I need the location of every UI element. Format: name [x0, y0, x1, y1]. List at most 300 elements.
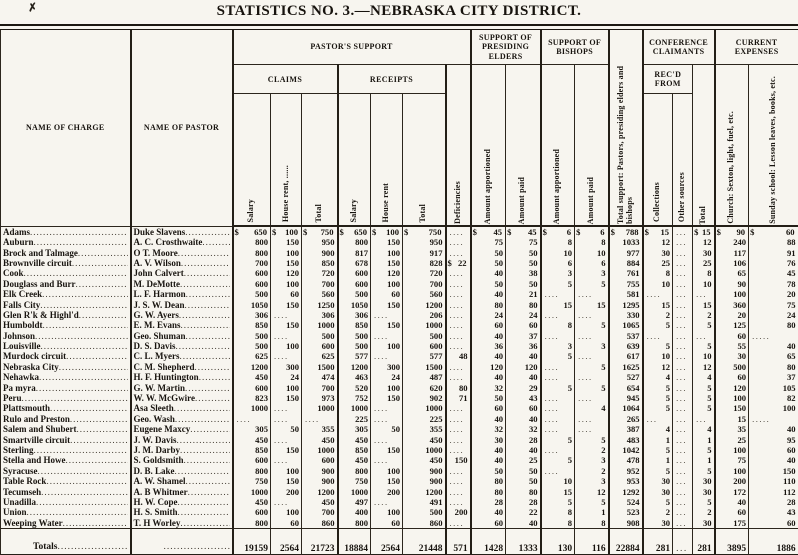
value-cell: 500: [715, 362, 749, 372]
pastor-cell: O T. Moore .....: [131, 247, 233, 257]
value-cell: 2: [575, 445, 609, 455]
value-cell: 5: [575, 382, 609, 392]
value-cell: ...: [693, 289, 715, 299]
value-cell: 700: [302, 382, 338, 392]
pastor-cell: Eugene Maxcy .....: [131, 424, 233, 434]
value-cell: 25: [693, 258, 715, 268]
pastor-cell: T. H Worley .....: [131, 518, 233, 529]
value-cell: 800: [338, 518, 371, 529]
value-cell: 700: [403, 279, 446, 289]
value-cell: 110: [749, 476, 798, 486]
value-cell: 600: [302, 341, 338, 351]
value-cell: 25: [643, 258, 673, 268]
value-cell: 50: [471, 393, 506, 403]
value-cell: 35: [715, 424, 749, 434]
value-cell: 1200: [403, 299, 446, 309]
pastor-cell: H. W. Cope .....: [131, 497, 233, 507]
value-cell: 400: [338, 507, 371, 517]
value-cell: .....: [749, 414, 798, 424]
value-cell: ...: [673, 497, 693, 507]
charge-cell: Murdock circuit .....: [1, 351, 131, 361]
value-cell: 150: [271, 445, 302, 455]
pastor-cell: Duke Slavens .....: [131, 226, 233, 237]
value-cell: 80: [471, 486, 506, 496]
value-cell: 55: [715, 341, 749, 351]
value-cell: ....: [541, 362, 575, 372]
value-cell: 900: [302, 247, 338, 257]
value-cell: ...: [673, 476, 693, 486]
charge-cell: Louisville .....: [1, 341, 131, 351]
value-cell: 50: [471, 247, 506, 257]
value-cell: 150: [446, 455, 471, 465]
other-sources-label: Other sources: [677, 171, 687, 222]
value-cell: 950: [403, 237, 446, 247]
pastor-cell: J. M. Darby .....: [131, 445, 233, 455]
value-cell: ....: [541, 289, 575, 299]
value-cell: 1250: [302, 299, 338, 309]
value-cell: $ 45: [471, 226, 506, 237]
value-cell: 10: [643, 351, 673, 361]
value-cell: 60: [749, 445, 798, 455]
value-cell: 2: [643, 310, 673, 320]
table-row: [1, 434, 798, 444]
value-cell: 50: [471, 466, 506, 476]
table-row: [1, 331, 798, 341]
value-cell: 571: [446, 528, 471, 554]
value-cell: ....: [271, 351, 302, 361]
value-cell: 8: [541, 507, 575, 517]
charge-cell: Johnson .....: [1, 331, 131, 341]
value-cell: ...: [673, 341, 693, 351]
value-cell: 150: [271, 320, 302, 330]
value-cell: ...: [673, 279, 693, 289]
value-cell: ....: [446, 518, 471, 529]
value-cell: 15: [541, 299, 575, 309]
charge-cell: Glen R'k & Highl'd .....: [1, 310, 131, 320]
value-cell: 537: [609, 331, 643, 341]
value-cell: 600: [233, 382, 271, 392]
value-cell: 387: [609, 424, 643, 434]
value-cell: 900: [302, 476, 338, 486]
col-claims-total: [302, 94, 338, 227]
value-cell: 450: [302, 497, 338, 507]
col-deficiencies: [446, 65, 471, 227]
claims-house-rent-label: House rent, ......: [280, 164, 290, 222]
value-cell: ....: [446, 289, 471, 299]
value-cell: 1292: [609, 486, 643, 496]
receipts-house-rent-label: House rent: [381, 182, 391, 222]
value-cell: 500: [403, 331, 446, 341]
value-cell: ....: [446, 476, 471, 486]
value-cell: .....: [749, 331, 798, 341]
value-cell: 973: [302, 393, 338, 403]
value-cell: ....: [541, 414, 575, 424]
value-cell: 5: [693, 445, 715, 455]
group-presiding-elders: SUPPORT OF PRESIDING ELDERS: [471, 30, 541, 65]
charge-cell: Peru .....: [1, 393, 131, 403]
col-claims-salary: [233, 94, 271, 227]
value-cell: 5: [643, 382, 673, 392]
value-cell: 20: [749, 289, 798, 299]
value-cell: 5: [693, 382, 715, 392]
table-row: [1, 237, 798, 247]
value-cell: 3: [541, 268, 575, 278]
value-cell: 1: [693, 455, 715, 465]
value-cell: 720: [403, 268, 446, 278]
charge-cell: Stella and Howe .....: [1, 455, 131, 465]
value-cell: 620: [403, 382, 446, 392]
table-row: [1, 362, 798, 372]
value-cell: 30: [643, 247, 673, 257]
value-cell: ....: [271, 455, 302, 465]
value-cell: 30: [643, 518, 673, 529]
value-cell: ...: [673, 455, 693, 465]
value-cell: ....: [446, 237, 471, 247]
value-cell: 1200: [302, 486, 338, 496]
value-cell: 60: [715, 507, 749, 517]
value-cell: 5: [693, 320, 715, 330]
value-cell: 5: [541, 497, 575, 507]
value-cell: ....: [575, 372, 609, 382]
value-cell: ...: [673, 403, 693, 413]
value-cell: ....: [541, 331, 575, 341]
value-cell: 500: [233, 341, 271, 351]
value-cell: 2: [643, 507, 673, 517]
charge-cell: Cook .....: [1, 268, 131, 278]
value-cell: 60: [271, 289, 302, 299]
value-cell: 50: [506, 476, 541, 486]
value-cell: 200: [446, 507, 471, 517]
value-cell: 50: [471, 258, 506, 268]
value-cell: ....: [371, 434, 403, 444]
value-cell: ....: [541, 424, 575, 434]
value-cell: 5: [575, 320, 609, 330]
value-cell: 8: [693, 268, 715, 278]
value-cell: ....: [371, 414, 403, 424]
value-cell: $ 45: [506, 226, 541, 237]
value-cell: 30: [715, 351, 749, 361]
value-cell: 12: [575, 486, 609, 496]
value-cell: 30: [693, 486, 715, 496]
value-cell: 25: [506, 455, 541, 465]
value-cell: ....: [575, 351, 609, 361]
value-cell: 38: [506, 268, 541, 278]
cc-total-label: Total: [697, 205, 707, 224]
value-cell: 817: [338, 247, 371, 257]
value-cell: 60: [506, 320, 541, 330]
value-cell: 40: [471, 414, 506, 424]
value-cell: 860: [403, 518, 446, 529]
value-cell: 1500: [302, 362, 338, 372]
value-cell: 306: [233, 310, 271, 320]
value-cell: 1000: [338, 403, 371, 413]
totals-row: [1, 528, 798, 554]
value-cell: 500: [403, 507, 446, 517]
value-cell: 80: [749, 320, 798, 330]
value-cell: 360: [715, 299, 749, 309]
total-support-label: Total support: Pastors, presiding elders and bishops: [615, 65, 634, 224]
table-row: [1, 320, 798, 330]
value-cell: 24: [271, 372, 302, 382]
value-cell: 450: [338, 434, 371, 444]
pastor-cell: H. S. Smith .....: [131, 507, 233, 517]
value-cell: 60: [471, 518, 506, 529]
value-cell: 15: [575, 299, 609, 309]
value-cell: 120: [506, 362, 541, 372]
value-cell: 100: [371, 507, 403, 517]
value-cell: 100: [371, 382, 403, 392]
value-cell: 150: [715, 403, 749, 413]
value-cell: 3: [575, 455, 609, 465]
pastor-cell: G. W. Martin .....: [131, 382, 233, 392]
value-cell: 500: [233, 331, 271, 341]
value-cell: 8: [575, 237, 609, 247]
value-cell: 487: [403, 372, 446, 382]
value-cell: ....: [446, 403, 471, 413]
value-cell: 150: [371, 393, 403, 403]
pastor-cell: S. Goldsmith .....: [131, 455, 233, 465]
col-claims-house-rent: [271, 94, 302, 227]
value-cell: 1: [643, 455, 673, 465]
bishop-paid-label: Amount paid: [585, 176, 595, 224]
value-cell: 150: [371, 445, 403, 455]
value-cell: ....: [271, 310, 302, 320]
value-cell: 900: [302, 466, 338, 476]
value-cell: 88: [749, 237, 798, 247]
value-cell: ....: [271, 331, 302, 341]
value-cell: 48: [446, 351, 471, 361]
value-cell: ....: [446, 434, 471, 444]
value-cell: 100: [371, 279, 403, 289]
value-cell: 625: [233, 351, 271, 361]
value-cell: 474: [302, 372, 338, 382]
value-cell: 1000: [302, 403, 338, 413]
value-cell: 37: [749, 372, 798, 382]
value-cell: 900: [403, 476, 446, 486]
table-row: [1, 445, 798, 455]
value-cell: 952: [609, 466, 643, 476]
value-cell: 1428: [471, 528, 506, 554]
value-cell: ....: [575, 331, 609, 341]
value-cell: ...: [673, 393, 693, 403]
value-cell: 1295: [609, 299, 643, 309]
value-cell: 40: [471, 268, 506, 278]
value-cell: 12: [693, 362, 715, 372]
value-cell: $ 6: [575, 226, 609, 237]
pastor-cell: H. F. Huntington .....: [131, 372, 233, 382]
value-cell: 700: [302, 279, 338, 289]
value-cell: 24: [506, 310, 541, 320]
value-cell: 617: [609, 351, 643, 361]
value-cell: 12: [643, 362, 673, 372]
value-cell: 478: [609, 455, 643, 465]
value-cell: ...: [673, 237, 693, 247]
value-cell: 5: [643, 341, 673, 351]
value-cell: 6: [541, 258, 575, 268]
value-cell: ...: [673, 362, 693, 372]
value-cell: 50: [506, 258, 541, 268]
value-cell: ....: [541, 403, 575, 413]
value-cell: 265: [609, 414, 643, 424]
value-cell: ...: [673, 289, 693, 299]
value-cell: 800: [233, 237, 271, 247]
col-collections: [643, 94, 673, 227]
value-cell: 600: [233, 268, 271, 278]
value-cell: ....: [371, 403, 403, 413]
table-row: [1, 289, 798, 299]
value-cell: 100: [715, 466, 749, 476]
table-row: [1, 455, 798, 465]
col-total-support: [609, 30, 643, 226]
charge-cell: Humboldt .....: [1, 320, 131, 330]
value-cell: 2: [693, 507, 715, 517]
value-cell: ....: [541, 466, 575, 476]
table-row: [1, 382, 798, 392]
value-cell: 50: [506, 279, 541, 289]
value-cell: 100: [271, 507, 302, 517]
value-cell: $ 60: [749, 226, 798, 237]
value-cell: 500: [233, 289, 271, 299]
value-cell: ...: [673, 247, 693, 257]
value-cell: 76: [749, 258, 798, 268]
value-cell: 80: [471, 476, 506, 486]
value-cell: 106: [715, 258, 749, 268]
claims-total-label: Total: [313, 203, 323, 222]
pe-paid-label: Amount paid: [517, 176, 527, 224]
value-cell: ....: [271, 497, 302, 507]
value-cell: 82: [749, 393, 798, 403]
value-cell: 150: [271, 393, 302, 403]
table-body: [1, 226, 798, 554]
value-cell: 15: [693, 299, 715, 309]
value-cell: 2564: [371, 528, 403, 554]
value-cell: 491: [403, 497, 446, 507]
value-cell: 450: [338, 455, 371, 465]
table-row: [1, 497, 798, 507]
value-cell: 90: [715, 279, 749, 289]
value-cell: 300: [371, 362, 403, 372]
value-cell: 5: [575, 497, 609, 507]
group-bishops: SUPPORT OF BISHOPS: [541, 30, 609, 65]
table-row: [1, 351, 798, 361]
table-row: [1, 310, 798, 320]
value-cell: ...: [673, 424, 693, 434]
value-cell: 1: [693, 434, 715, 444]
value-cell: ...: [673, 528, 693, 554]
value-cell: ....: [446, 445, 471, 455]
value-cell: 500: [338, 341, 371, 351]
value-cell: 105: [749, 382, 798, 392]
charge-cell: Unadilla .....: [1, 497, 131, 507]
value-cell: 1200: [233, 362, 271, 372]
value-cell: 8: [575, 518, 609, 529]
value-cell: 40: [506, 518, 541, 529]
value-cell: 560: [403, 289, 446, 299]
value-cell: 2564: [271, 528, 302, 554]
value-cell: ...: [673, 320, 693, 330]
col-receipts-salary: [338, 94, 371, 227]
value-cell: 100: [271, 279, 302, 289]
value-cell: 75: [715, 455, 749, 465]
value-cell: 600: [233, 507, 271, 517]
value-cell: 150: [271, 476, 302, 486]
name-of-pastor-label: NAME OF PASTOR: [143, 123, 220, 133]
value-cell: 75: [506, 237, 541, 247]
value-cell: 1000: [302, 320, 338, 330]
value-cell: ...: [673, 258, 693, 268]
table-row: [1, 299, 798, 309]
value-cell: 5: [693, 393, 715, 403]
value-cell: 150: [749, 466, 798, 476]
value-cell: 40: [471, 455, 506, 465]
value-cell: 150: [371, 476, 403, 486]
value-cell: 120: [271, 268, 302, 278]
value-cell: 3895: [715, 528, 749, 554]
value-cell: 50: [506, 466, 541, 476]
value-cell: 24: [471, 310, 506, 320]
value-cell: 5: [693, 403, 715, 413]
value-cell: 30: [643, 486, 673, 496]
value-cell: 80: [471, 299, 506, 309]
value-cell: 497: [338, 497, 371, 507]
value-cell: 828: [403, 258, 446, 268]
value-cell: 908: [609, 518, 643, 529]
charge-cell: Pa myra .....: [1, 382, 131, 392]
table-row: [1, 414, 798, 424]
value-cell: 32: [506, 424, 541, 434]
value-cell: 581: [609, 289, 643, 299]
value-cell: ....: [446, 466, 471, 476]
group-pastors-support: PASTOR'S SUPPORT: [233, 30, 471, 65]
value-cell: 8: [541, 320, 575, 330]
col-receipts-total: [403, 94, 446, 227]
pastor-cell: D. S. Davis .....: [131, 341, 233, 351]
value-cell: 761: [609, 268, 643, 278]
pastor-cell: L. F. Harmon .....: [131, 289, 233, 299]
value-cell: $ 650: [338, 226, 371, 237]
value-cell: 950: [302, 237, 338, 247]
value-cell: 21: [506, 289, 541, 299]
value-cell: 80: [506, 486, 541, 496]
value-cell: ...: [673, 445, 693, 455]
value-cell: 30: [693, 518, 715, 529]
value-cell: 305: [233, 424, 271, 434]
pastor-cell: D. B. Lake .....: [131, 466, 233, 476]
value-cell: 21448: [403, 528, 446, 554]
value-cell: 40: [715, 497, 749, 507]
value-cell: 22884: [609, 528, 643, 554]
pastor-cell: Asa Sleeth .....: [131, 403, 233, 413]
value-cell: 300: [271, 362, 302, 372]
value-cell: 450: [403, 455, 446, 465]
value-cell: 18884: [338, 528, 371, 554]
value-cell: ....: [271, 434, 302, 444]
value-cell: 40: [471, 351, 506, 361]
value-cell: 5: [541, 382, 575, 392]
value-cell: 1000: [233, 403, 271, 413]
value-cell: 150: [371, 237, 403, 247]
value-cell: 15: [541, 486, 575, 496]
value-cell: 3: [541, 341, 575, 351]
value-cell: 60: [471, 403, 506, 413]
value-cell: 60: [715, 372, 749, 382]
value-cell: 206: [403, 310, 446, 320]
value-cell: 654: [609, 382, 643, 392]
value-cell: 577: [338, 351, 371, 361]
value-cell: 10: [693, 351, 715, 361]
value-cell: ....: [446, 226, 471, 237]
printers-mark-icon: ✗: [27, 1, 39, 15]
